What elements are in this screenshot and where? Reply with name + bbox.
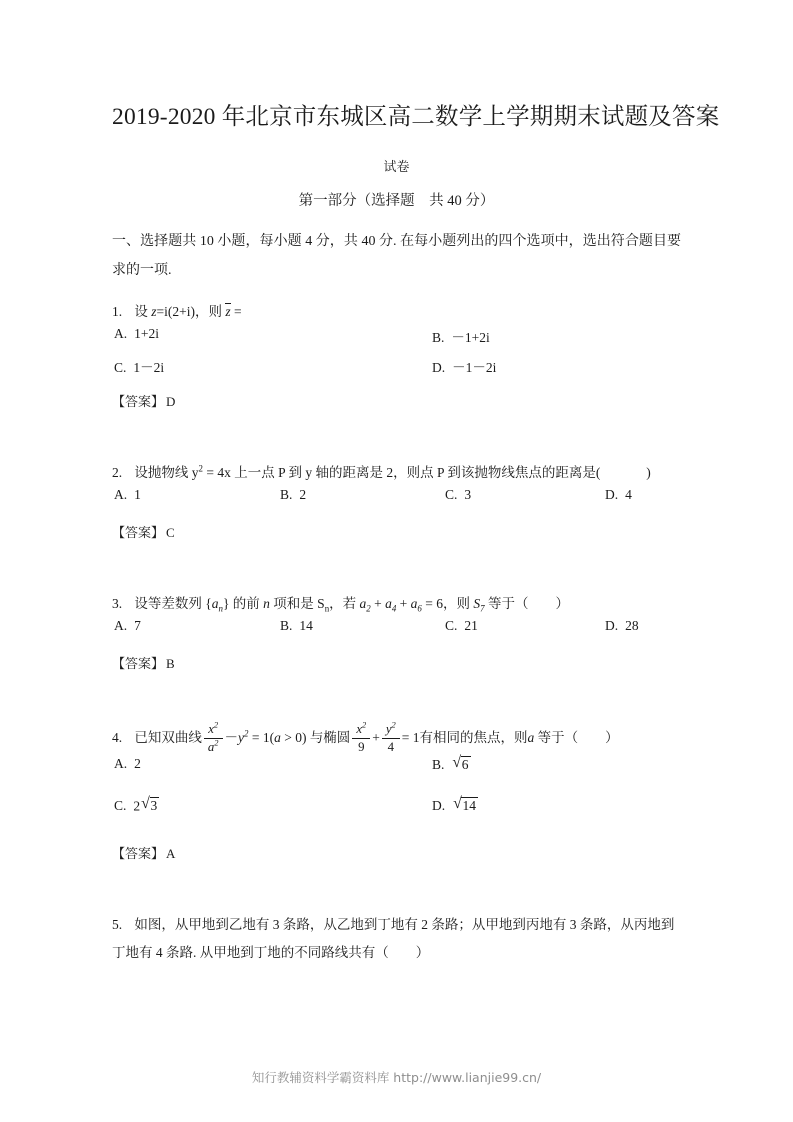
question-2-option-c-text: 3: [464, 487, 472, 503]
question-2-number: 2.: [112, 465, 123, 481]
question-4-option-b[interactable]: B. √ 6: [432, 753, 469, 773]
question-3-option-d-text: 28: [625, 618, 639, 634]
question-5-number: 5.: [112, 916, 123, 932]
question-4-options-row-1: [112, 753, 681, 797]
question-4: [112, 721, 681, 867]
answer-prefix: 【答案】: [112, 656, 165, 672]
question-2-option-a-text: 1: [134, 487, 141, 503]
section-instructions: 一、选择题共 10 小题，每小题 4 分，共 40 分. 在每小题列出的四个选项中，选出符合题目要求的一项.: [112, 234, 681, 279]
spacer: [112, 547, 681, 577]
question-1-options-row-2: [112, 356, 681, 386]
fraction-x2-over-a2: $\frac{x^2}{a^2}$: [204, 722, 223, 755]
question-2-option-b-text: 2: [299, 487, 307, 503]
question-3-answer-value: B: [166, 656, 175, 672]
question-4-answer: [112, 840, 681, 868]
spacer: [112, 416, 681, 446]
answer-prefix: 【答案】: [112, 525, 165, 541]
footer-watermark: 知行教辅资料学霸资料库 http://www.lianjie99.cn/: [251, 1070, 542, 1085]
answer-prefix: 【答案】: [112, 394, 165, 410]
question-2-option-b[interactable]: B. 2: [280, 487, 307, 503]
question-2-stem: 2. 设抛物线 $y^2 = 4x$ 上一点 P 到 y 轴的距离是 2，则点 P 到该抛物线焦点的距离是( ): [112, 459, 681, 487]
question-4-options-row-2: [112, 794, 681, 838]
question-3-answer: [112, 650, 681, 678]
question-4-option-c[interactable]: C. 2 √ 3: [114, 794, 158, 814]
question-4-option-d[interactable]: D. √ 14: [432, 794, 476, 814]
question-3-option-d[interactable]: D. 28: [605, 618, 639, 634]
question-3-option-b[interactable]: B. 14: [280, 618, 313, 634]
fraction-y2-over-4: $\frac{y^2}{4}$: [382, 722, 400, 755]
question-1-number: 1.: [112, 304, 123, 320]
question-3-option-b-text: 14: [299, 618, 313, 634]
question-2-options-row: [112, 487, 681, 517]
question-3-number: 3.: [112, 596, 123, 612]
question-5-stem: 5. 如图，从甲地到乙地有 3 条路，从乙地到丁地有 2 条路；从甲地到丙地有 3 条路，从丙地到丁地有 4 条路. 从甲地到丁地的不同路线共有（ ）: [112, 911, 681, 967]
question-4-option-a[interactable]: A. 2: [114, 755, 141, 771]
question-1-option-a[interactable]: A. 1+2i: [114, 326, 159, 342]
question-3-option-c[interactable]: C. 21: [445, 618, 478, 634]
part-label: 第一部分（选择题 共 40 分）: [298, 193, 495, 210]
question-1-option-a-text: 1+2i: [134, 326, 159, 342]
question-4-answer-value: A: [166, 845, 176, 861]
question-3: [112, 590, 681, 678]
sqrt-6: √ 6: [452, 753, 469, 773]
question-1-stem: 1. 设 z=i(2+i)，则 z =: [112, 298, 681, 326]
question-3-option-c-text: 21: [464, 618, 478, 634]
question-2: [112, 459, 681, 547]
question-1: [112, 298, 681, 416]
question-1-options-row-1: [112, 326, 681, 356]
page-title: 2019-2020 年北京市东城区高二数学上学期期末试题及答案: [112, 104, 720, 130]
question-1-option-b-text: －1+2i: [451, 330, 490, 346]
question-2-option-d-text: 4: [625, 487, 632, 503]
question-2-answer: [112, 519, 681, 547]
question-1-option-b[interactable]: B. －1+2i: [432, 330, 490, 346]
question-4-option-a-text: 2: [134, 755, 141, 771]
question-4-stem: 4. 已知双曲线 $\frac{x^2}{a^2}$ $-y^2 = 1(a > 0)$ 与椭圆 $\frac{x^2}{9}$ + $\frac{y^2}{4}$ = 1有相同的焦点，则a 等于（ ）: [112, 720, 619, 755]
question-3-options-row: [112, 618, 681, 648]
sqrt-14: √ 14: [453, 794, 476, 814]
question-3-option-a-text: 7: [134, 618, 141, 634]
question-4-number: 4.: [112, 730, 123, 746]
fraction-x2-over-9: $\frac{x^2}{9}$: [352, 722, 370, 755]
spacer: [112, 868, 681, 898]
question-1-option-c-text: 1－2i: [133, 360, 165, 376]
question-1-option-d[interactable]: D. －1－2i: [432, 360, 497, 376]
question-2-option-d[interactable]: D. 4: [605, 487, 632, 503]
question-1-option-d-text: －1－2i: [452, 360, 497, 376]
question-1-answer-value: D: [166, 394, 176, 410]
question-5: [112, 911, 681, 967]
question-2-option-c[interactable]: C. 3: [445, 487, 472, 503]
question-3-option-a[interactable]: A. 7: [114, 618, 141, 634]
question-2-option-a[interactable]: A. 1: [114, 487, 141, 503]
question-2-answer-value: C: [166, 525, 175, 541]
paper-label: 试卷: [383, 159, 410, 175]
question-1-option-c[interactable]: C. 1－2i: [114, 360, 165, 376]
question-3-stem: 3. 设等差数列 $\{a_n\}$ 的前 n 项和是 $S_n$，若 $a_2 + a_4 + a_6 = 6$，则 $S_7$ 等于（ ）: [112, 590, 681, 618]
question-1-answer: [112, 388, 681, 416]
spacer: [112, 678, 681, 708]
answer-prefix: 【答案】: [112, 845, 165, 861]
sqrt-3: √ 3: [141, 794, 158, 814]
